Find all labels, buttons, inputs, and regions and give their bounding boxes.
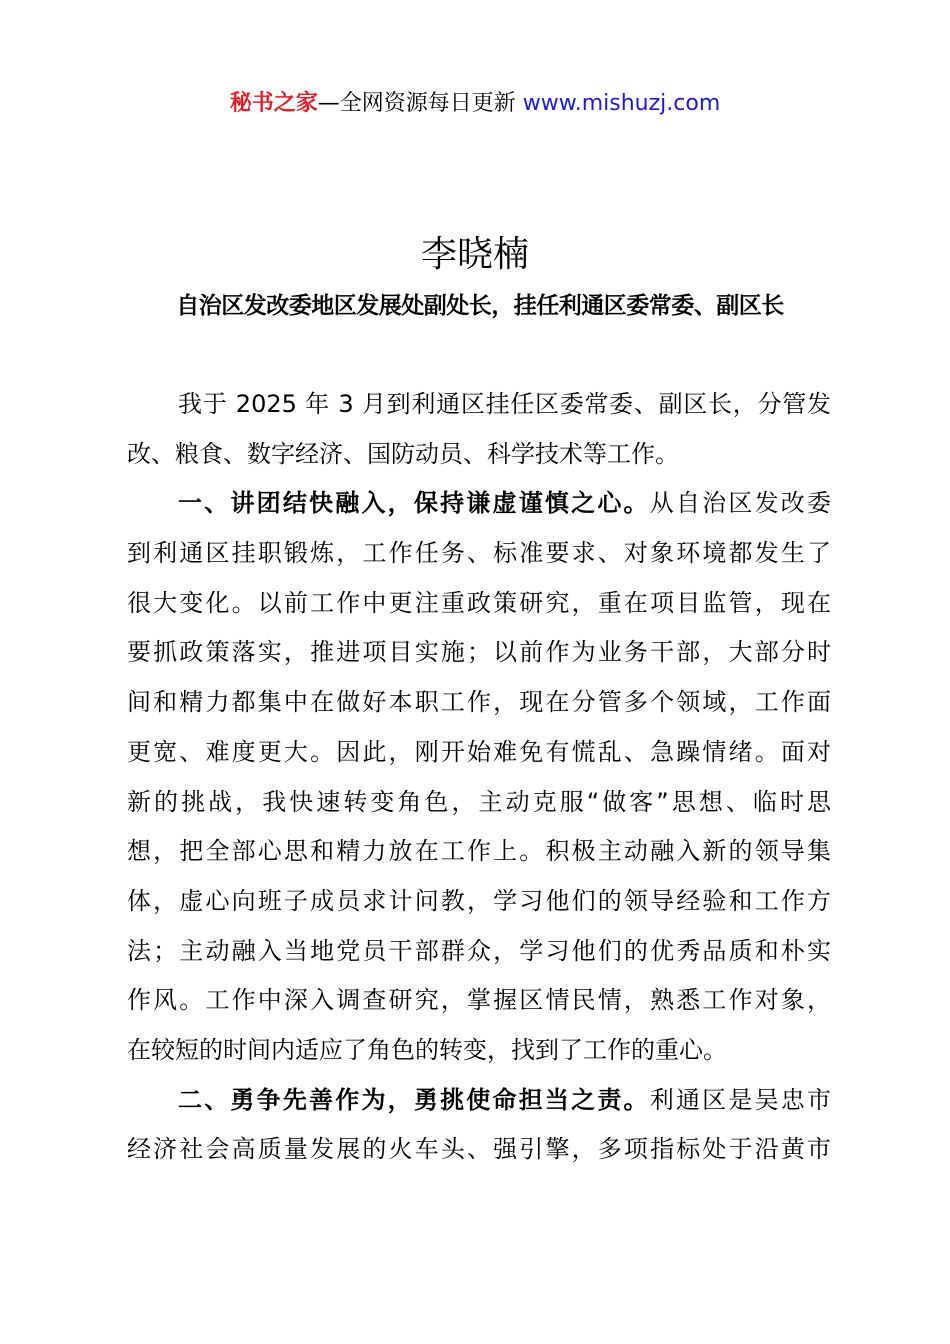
author-title: 自治区发改委地区发展处副处长，挂任利通区委常委、副区长 <box>176 293 784 319</box>
paragraph-line: 经济社会高质量发展的火车头、强引擎，多项指标处于沿黄市 <box>127 1135 831 1164</box>
author-name: 李晓楠 <box>420 234 529 275</box>
paragraph-line: 作风。工作中深入调查研究，掌握区情民情，熟悉工作对象， <box>127 986 831 1015</box>
site-header <box>0 88 950 120</box>
paragraph-line <box>127 479 831 529</box>
paragraph-line: 想，把全部心思和精力放在工作上。积极主动融入新的领导集 <box>127 837 831 866</box>
paragraph-line: 新的挑战，我快速转变角色，主动克服“做客”思想、临时思 <box>127 787 831 816</box>
paragraph-text: 利通区是吴忠市 <box>649 1085 831 1114</box>
paragraph-line: 改、粮食、数字经济、国防动员、科学技术等工作。 <box>127 439 679 468</box>
paragraph-text: 从自治区发改委 <box>649 489 831 518</box>
paragraph-line: 到利通区挂职锻炼，工作任务、标准要求、对象环境都发生了 <box>127 539 831 568</box>
document-body <box>127 380 831 1175</box>
paragraph-line: 要抓政策落实，推进项目实施；以前作为业务干部，大部分时 <box>127 638 831 667</box>
paragraph-line: 我于 2025 年 3 月到利通区挂任区委常委、副区长，分管发 <box>178 390 831 418</box>
paragraph-line: 更宽、难度更大。因此，刚开始难免有慌乱、急躁情绪。面对 <box>127 737 831 766</box>
paragraph-line: 很大变化。以前工作中更注重政策研究，重在项目监管，现在 <box>127 588 831 617</box>
paragraph-line: 体，虚心向班子成员求计问教，学习他们的领导经验和工作方 <box>127 886 831 915</box>
header-tagline: —全网资源每日更新 <box>317 91 523 116</box>
paragraph-line: 间和精力都集中在做好本职工作，现在分管多个领域，工作面 <box>127 688 831 717</box>
paragraph-line <box>127 1076 831 1126</box>
paragraph-line: 在较短的时间内适应了角色的转变，找到了工作的重心。 <box>127 1035 727 1064</box>
brand-name: 秘书之家 <box>229 91 318 116</box>
paragraph-line: 法；主动融入当地党员干部群众，学习他们的优秀品质和朴实 <box>127 936 831 965</box>
section-heading: 一、讲团结快融入，保持谦虚谨慎之心。 <box>178 489 650 518</box>
section-heading: 二、勇争先善作为，勇挑使命担当之责。 <box>178 1085 650 1114</box>
site-url-link[interactable]: www.mishuzj.com <box>522 91 721 116</box>
